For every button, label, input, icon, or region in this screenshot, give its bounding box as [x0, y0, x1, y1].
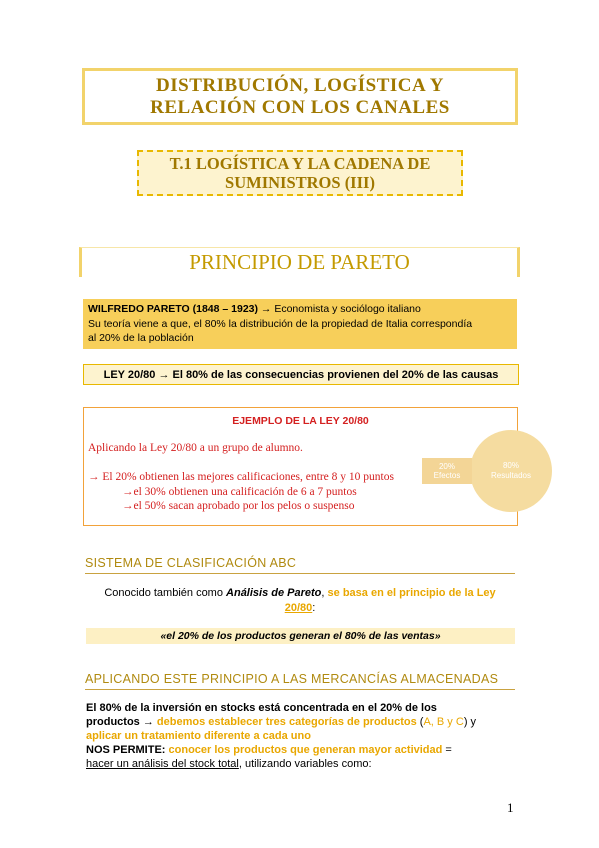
bubble-small-value: 20%	[438, 462, 455, 471]
conocido-paragraph	[90, 586, 510, 616]
wilfredo-role: → Economista y sociólogo italiano	[258, 303, 421, 315]
page-number: 1	[507, 800, 514, 815]
subtitle-line-1: T.1 LOGÍSTICA Y LA CADENA DE	[169, 154, 431, 173]
pareto-quote: «el 20% de los productos generan el 80% de las ventas»	[86, 628, 515, 644]
document-subtitle	[137, 150, 463, 196]
mercancias-arrow: →	[139, 716, 157, 728]
mercancias-line-2	[86, 715, 516, 729]
bubble-small-label: Efectos	[433, 471, 461, 480]
mercancias-line-4	[86, 743, 516, 757]
wilfredo-name: WILFREDO PARETO (1848 – 1923)	[88, 303, 258, 315]
ley-20-80-box: LEY 20/80 → El 80% de las consecuencias provienen del 20% de las causas	[83, 364, 519, 385]
mercancias-paren-open: (	[416, 716, 424, 728]
subtitle-line-2: SUMINISTROS (III)	[225, 173, 375, 192]
theory-line-1: Su teoría viene a que, el 80% la distribución de la propiedad de Italia correspondía	[88, 317, 473, 330]
conocido-comma: ,	[321, 587, 328, 599]
document-title	[82, 68, 518, 125]
conocido-prefix: Conocido también como	[104, 587, 227, 599]
ejemplo-item-1: → El 20% obtienen las mejores calificaciones, entre 8 y 10 puntos	[88, 471, 394, 483]
mercancias-heading: APLICANDO ESTE PRINCIPIO A LAS MERCANCÍAS ALMACENADAS	[85, 672, 499, 686]
abc-heading-rule	[85, 573, 515, 574]
ejemplo-intro: Aplicando la Ley 20/80 a un grupo de alumno.	[88, 442, 303, 454]
mercancias-heading-rule	[85, 689, 515, 690]
conocido-term: Análisis de Pareto	[226, 587, 322, 599]
mercancias-paragraph	[86, 701, 516, 771]
bubble-efectos	[422, 458, 472, 484]
mercancias-line-3: aplicar un tratamiento diferente a cada uno	[86, 730, 311, 742]
conocido-colon: :	[312, 602, 316, 614]
bubble-resultados	[470, 430, 552, 512]
ejemplo-item-3: →el 50% sacan aprobado por los pelos o suspenso	[122, 500, 355, 512]
title-line-2: RELACIÓN CON LOS CANALES	[150, 96, 450, 118]
mercancias-line-5-rest: , utilizando variables como:	[238, 758, 372, 770]
mercancias-line-5	[86, 757, 516, 771]
mercancias-line-1: El 80% de la inversión en stocks está concentrada en el 20% de los	[86, 702, 437, 714]
theory-line-2: al 20% de la población	[88, 332, 194, 344]
ejemplo-item-2: →el 30% obtienen una calificación de 6 a 7 puntos	[122, 486, 357, 498]
mercancias-productos: productos	[86, 716, 140, 728]
nos-permite-label: NOS PERMITE:	[86, 744, 166, 756]
pareto-heading: PRINCIPIO DE PARETO	[79, 247, 520, 277]
mercancias-paren-close: ) y	[463, 716, 477, 728]
wilfredo-line	[88, 302, 512, 317]
nos-permite-eq: =	[442, 744, 452, 756]
wilfredo-box	[83, 299, 517, 349]
ejemplo-title: EJEMPLO DE LA LEY 20/80	[232, 415, 369, 427]
abc-heading: SISTEMA DE CLASIFICACIÓN ABC	[85, 556, 297, 570]
bubble-big-label: Resultados	[490, 471, 532, 480]
title-line-1: DISTRIBUCIÓN, LOGÍSTICA Y	[156, 74, 444, 96]
mercancias-categorias: debemos establecer tres categorías de productos	[156, 716, 417, 728]
ejemplo-box	[83, 407, 532, 526]
conocido-highlight-2: 20/80	[284, 602, 313, 614]
conocido-highlight-1: se basa en el principio de la Ley	[327, 587, 496, 599]
mercancias-abc: A, B y C	[423, 716, 464, 728]
analisis-stock: hacer un análisis del stock total	[86, 758, 239, 770]
nos-permite-highlight: conocer los productos que generan mayor actividad	[165, 744, 443, 756]
bubble-big-value: 80%	[502, 461, 519, 470]
